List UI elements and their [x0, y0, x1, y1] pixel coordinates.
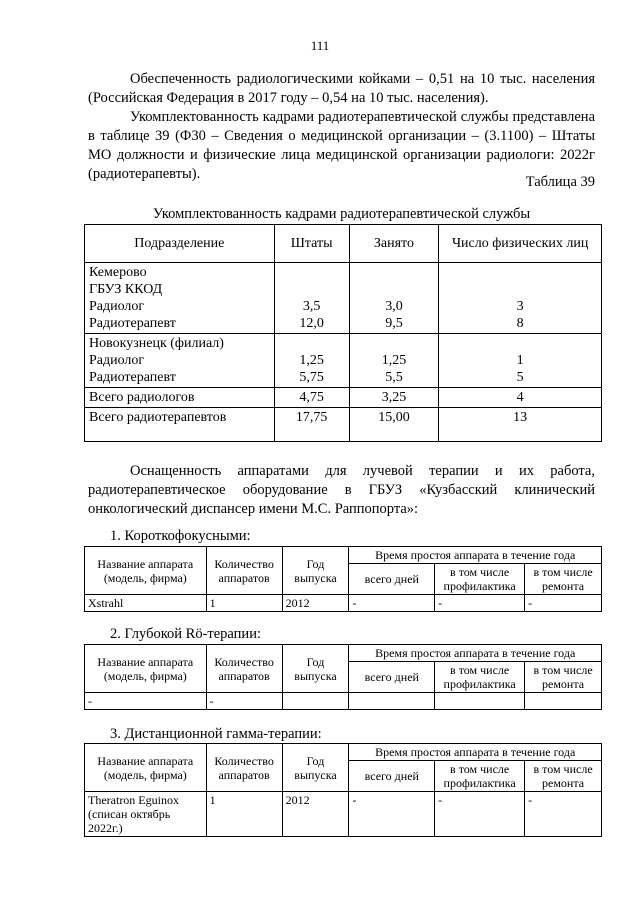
cell-value: - [85, 693, 207, 710]
table-row [85, 595, 602, 612]
header-device-count: Количество аппаратов [206, 547, 282, 595]
cell-value: Theratron Eguinox (списан октябрь 2022г.) [85, 792, 207, 837]
table-row [85, 388, 602, 408]
cell-value: 5,75 [299, 370, 324, 385]
cell-value: 1 [516, 353, 524, 368]
table-row [85, 408, 602, 442]
row-label: Радиотерапевт [89, 370, 176, 385]
header-device-name: Название аппарата (модель, фирма) [85, 547, 207, 595]
cell-value: 4 [439, 388, 602, 408]
header-prevention: в том числе профилактика [435, 564, 525, 595]
equipment-table-deep-ro [84, 644, 602, 710]
cell-value: - [525, 792, 602, 837]
table-row [85, 792, 602, 837]
header-year: Год выпуска [282, 744, 349, 792]
intro-paragraph-1: Обеспеченность радиологическими койками – 0,51 на 10 тыс. населения (Российская Федерация в 2017 году – 0,54 на 10 тыс. населения). [88, 71, 595, 106]
cell-value: 2012 [282, 792, 349, 837]
cell-value: 13 [439, 408, 602, 442]
cell-value: 3,0 [385, 299, 403, 314]
cell-value: 3,5 [302, 299, 321, 314]
cell-value: 5 [516, 370, 524, 385]
cell-value: 1,25 [299, 353, 324, 368]
header-device-count: Количество аппаратов [206, 645, 282, 693]
header-staff: Штаты [274, 225, 349, 263]
row-label: Всего радиологов [85, 388, 275, 408]
header-total-days: всего дней [349, 662, 435, 693]
intro-paragraph-2: Укомплектованность кадрами радиотерапевтической службы представлена в таблице 39 (Ф30 – Сведения о медицинской организации – (3.1100) – Штаты МО должности и физические лица медицинской организации радиологи: 2022г (радиотерапевты). [88, 109, 595, 182]
cell-value: 12,0 [299, 316, 324, 331]
header-occupied: Занято [349, 225, 439, 263]
cell-value: - [349, 595, 435, 612]
table-row [85, 693, 602, 710]
header-device-name: Название аппарата (модель, фирма) [85, 645, 207, 693]
cell-value: 4,75 [274, 388, 349, 408]
header-repair: в том числе ремонта [525, 662, 602, 693]
cell-value: 2012 [282, 595, 349, 612]
section-title-gamma: 3. Дистанционной гамма-терапии: [110, 726, 322, 742]
cell-value [349, 693, 435, 710]
cell-value [282, 693, 349, 710]
cell-value: 17,75 [274, 408, 349, 442]
section-title-short-focus: 1. Короткофокусными: [110, 528, 251, 544]
cell-value: 3,25 [349, 388, 439, 408]
row-label: Кемерово [89, 265, 147, 280]
row-label: ГБУЗ ККОД [89, 282, 163, 297]
section-title-deep-ro: 2. Глубокой Rö-терапии: [110, 626, 261, 642]
page-number: 111 [310, 38, 330, 53]
intro-text [88, 70, 595, 184]
table-header-row [85, 225, 602, 263]
header-year: Год выпуска [282, 547, 349, 595]
equipment-table-gamma [84, 743, 602, 837]
equipment-table-short-focus [84, 546, 602, 612]
row-label: Радиотерапевт [89, 316, 176, 331]
header-repair: в том числе ремонта [525, 761, 602, 792]
cell-value: - [206, 693, 282, 710]
header-total-days: всего дней [349, 761, 435, 792]
cell-value [525, 693, 602, 710]
cell-value: Xstrahl [85, 595, 207, 612]
cell-value: 3 [516, 299, 524, 314]
header-device-name: Название аппарата (модель, фирма) [85, 744, 207, 792]
header-downtime: Время простоя аппарата в течение года [349, 645, 602, 662]
cell-value [435, 693, 525, 710]
cell-value: - [525, 595, 602, 612]
cell-value: 8 [516, 316, 524, 331]
equipment-intro [88, 462, 595, 519]
header-division: Подразделение [85, 225, 275, 263]
cell-value: 1 [206, 792, 282, 837]
cell-value: 1 [206, 595, 282, 612]
cell-value: 5,5 [385, 370, 403, 385]
cell-value: 1,25 [381, 353, 407, 368]
header-total-days: всего дней [349, 564, 435, 595]
row-label: Радиолог [89, 299, 145, 314]
table-title: Укомплектованность кадрами радиотерапевтической службы [152, 206, 531, 222]
header-year: Год выпуска [282, 645, 349, 693]
row-label: Всего радиотерапевтов [85, 408, 275, 442]
table-row [85, 263, 602, 334]
table-row [85, 334, 602, 388]
table-label: Таблица 39 [525, 174, 595, 190]
header-downtime: Время простоя аппарата в течение года [349, 744, 602, 761]
cell-value: 9,5 [385, 316, 403, 331]
header-downtime: Время простоя аппарата в течение года [349, 547, 602, 564]
cell-value: - [435, 792, 525, 837]
cell-value: - [435, 595, 525, 612]
header-persons: Число физических лиц [439, 225, 602, 263]
row-label: Новокузнецк (филиал) [89, 336, 224, 351]
staffing-table [84, 224, 602, 442]
cell-value: - [349, 792, 435, 837]
row-label: Радиолог [89, 353, 145, 368]
cell-value: 15,00 [349, 408, 439, 442]
equipment-intro-paragraph: Оснащенность аппаратами для лучевой терапии и их работа, радиотерапевтическое оборудование в ГБУЗ «Кузбасский клинический онкологический диспансер имени М.С. Раппопорта»: [88, 463, 595, 517]
header-prevention: в том числе профилактика [435, 662, 525, 693]
header-prevention: в том числе профилактика [435, 761, 525, 792]
header-repair: в том числе ремонта [525, 564, 602, 595]
header-device-count: Количество аппаратов [206, 744, 282, 792]
